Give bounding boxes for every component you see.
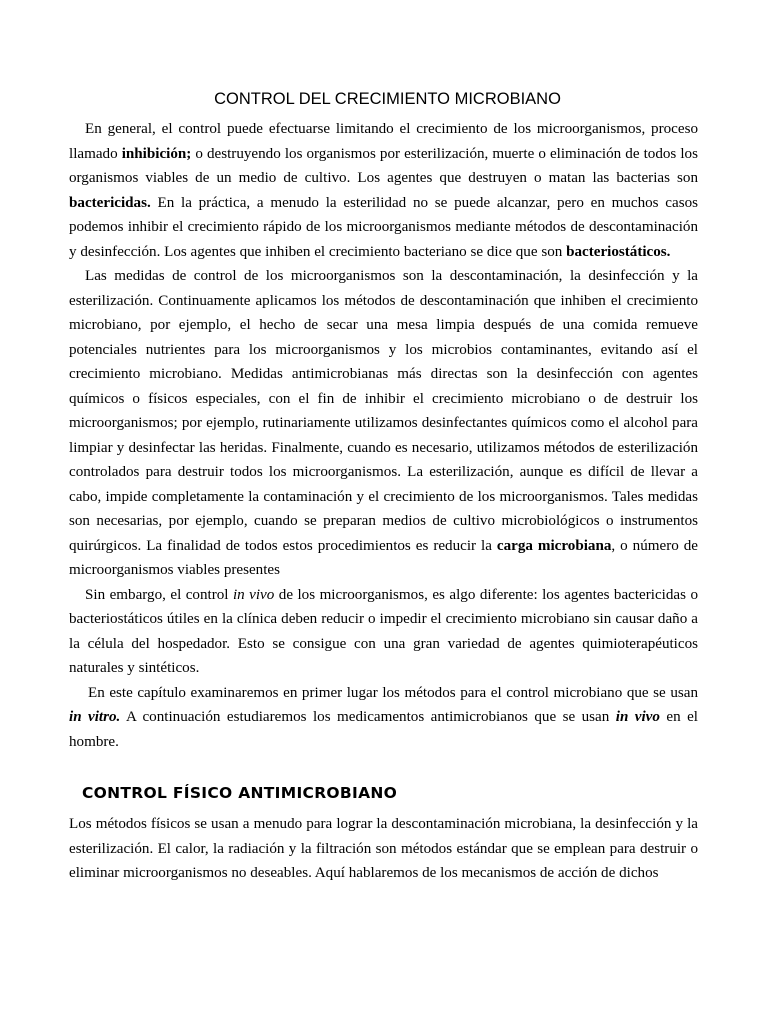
text-run: o destruyendo los organismos por esterilización, muerte o eliminación de todos los organismos viables de un medio de cultivo. Los agentes que destruyen o matan las bacterias son — [69, 145, 698, 186]
text-run: Las medidas de control de los microorganismos son la descontaminación, la desinfección y la esterilización. Continuamente aplicamos los métodos de descontaminación que inhiben el crecimiento microbiano, por ejemplo, el hecho de secar una mesa limpia después de una comida remueve potenciales nutrientes para los microorganismos y los microbios contaminantes, evitando así el crecimiento microbiano. Medidas antimicrobianas más directas son la desinfección con agentes químicos o físicos especiales, con el fin de inhibir el crecimiento microbiano o de destruir los microorganismos; por ejemplo, rutinariamente utilizamos desinfectantes químicos como el alcohol para limpiar y desinfectar las heridas. Finalmente, cuando es necesario, utilizamos métodos de esterilización controlados para destruir todos los microorganismos. La esterilización, aunque es difícil de llevar a cabo, impide completamente la contaminación y el crecimiento de los microorganismos. Tales medidas son necesarias, por ejemplo, cuando se preparan medios de cultivo microbiológicos o instrumentos quirúrgicos. La finalidad de todos estos procedimientos es reducir la — [69, 268, 698, 554]
bold-italic-term-in-vitro: in vitro. — [69, 709, 121, 725]
italic-term-in-vivo: in vivo — [232, 586, 275, 603]
text-run: Los métodos físicos se usan a menudo para lograr la descontaminación microbiana, la desinfección y la esterilización. El calor, la radiación y la filtración son métodos estándar que se emplean para destruir o eliminar microorganismos no deseables. Aquí hablaremos de los mecanismos de acción de dichos — [69, 816, 698, 881]
text-run: , o número de microorganismos viables presentes — [69, 537, 698, 578]
text-run: En general, el control puede efectuarse limitando el crecimiento de los microorganismos, proceso llamado — [69, 121, 698, 162]
text-run: En este capítulo examinaremos en primer lugar los métodos para el control microbiano que se usan — [88, 684, 698, 701]
bold-term-bactericidas: bactericidas. — [69, 194, 151, 211]
text-run: de los microorganismos, es algo diferente: los agentes bactericidas o bacteriostáticos útiles en la clínica deben reducir o impedir el crecimiento microbiano sin causar daño a la célula del hospedador. Esto se consigue con una gran variedad de agentes quimioterapéuticos naturales y sintéticos. — [69, 586, 699, 676]
text-run: En la práctica, a menudo la esterilidad no se puede alcanzar, pero en muchos casos podemos inhibir el crecimiento rápido de los microorganismos mediante métodos de descontaminación y desinfección. Los agentes que inhiben el crecimiento bacteriano se dice que son — [69, 194, 698, 260]
paragraph-physical-methods — [69, 812, 698, 886]
paragraph-intro — [69, 117, 698, 264]
paragraph-control-measures — [69, 264, 698, 583]
text-run: en el hombre. — [69, 709, 698, 750]
bold-italic-term-in-vivo: in vivo — [615, 709, 660, 725]
paragraph-chapter-outline — [69, 681, 698, 755]
section-heading: CONTROL FÍSICO ANTIMICROBIANO — [82, 784, 398, 802]
paragraph-in-vivo — [69, 583, 698, 681]
text-run: Sin embargo, el control — [85, 586, 233, 603]
bold-term-carga-microbiana: carga microbiana — [496, 537, 612, 554]
text-run: A continuación estudiaremos los medicamentos antimicrobianos que se usan — [120, 709, 616, 725]
bold-term-inhibicion: inhibición; — [121, 145, 192, 162]
bold-term-bacteriostaticos: bacteriostáticos. — [566, 243, 671, 260]
page-title: CONTROL DEL CRECIMIENTO MICROBIANO — [214, 90, 561, 108]
